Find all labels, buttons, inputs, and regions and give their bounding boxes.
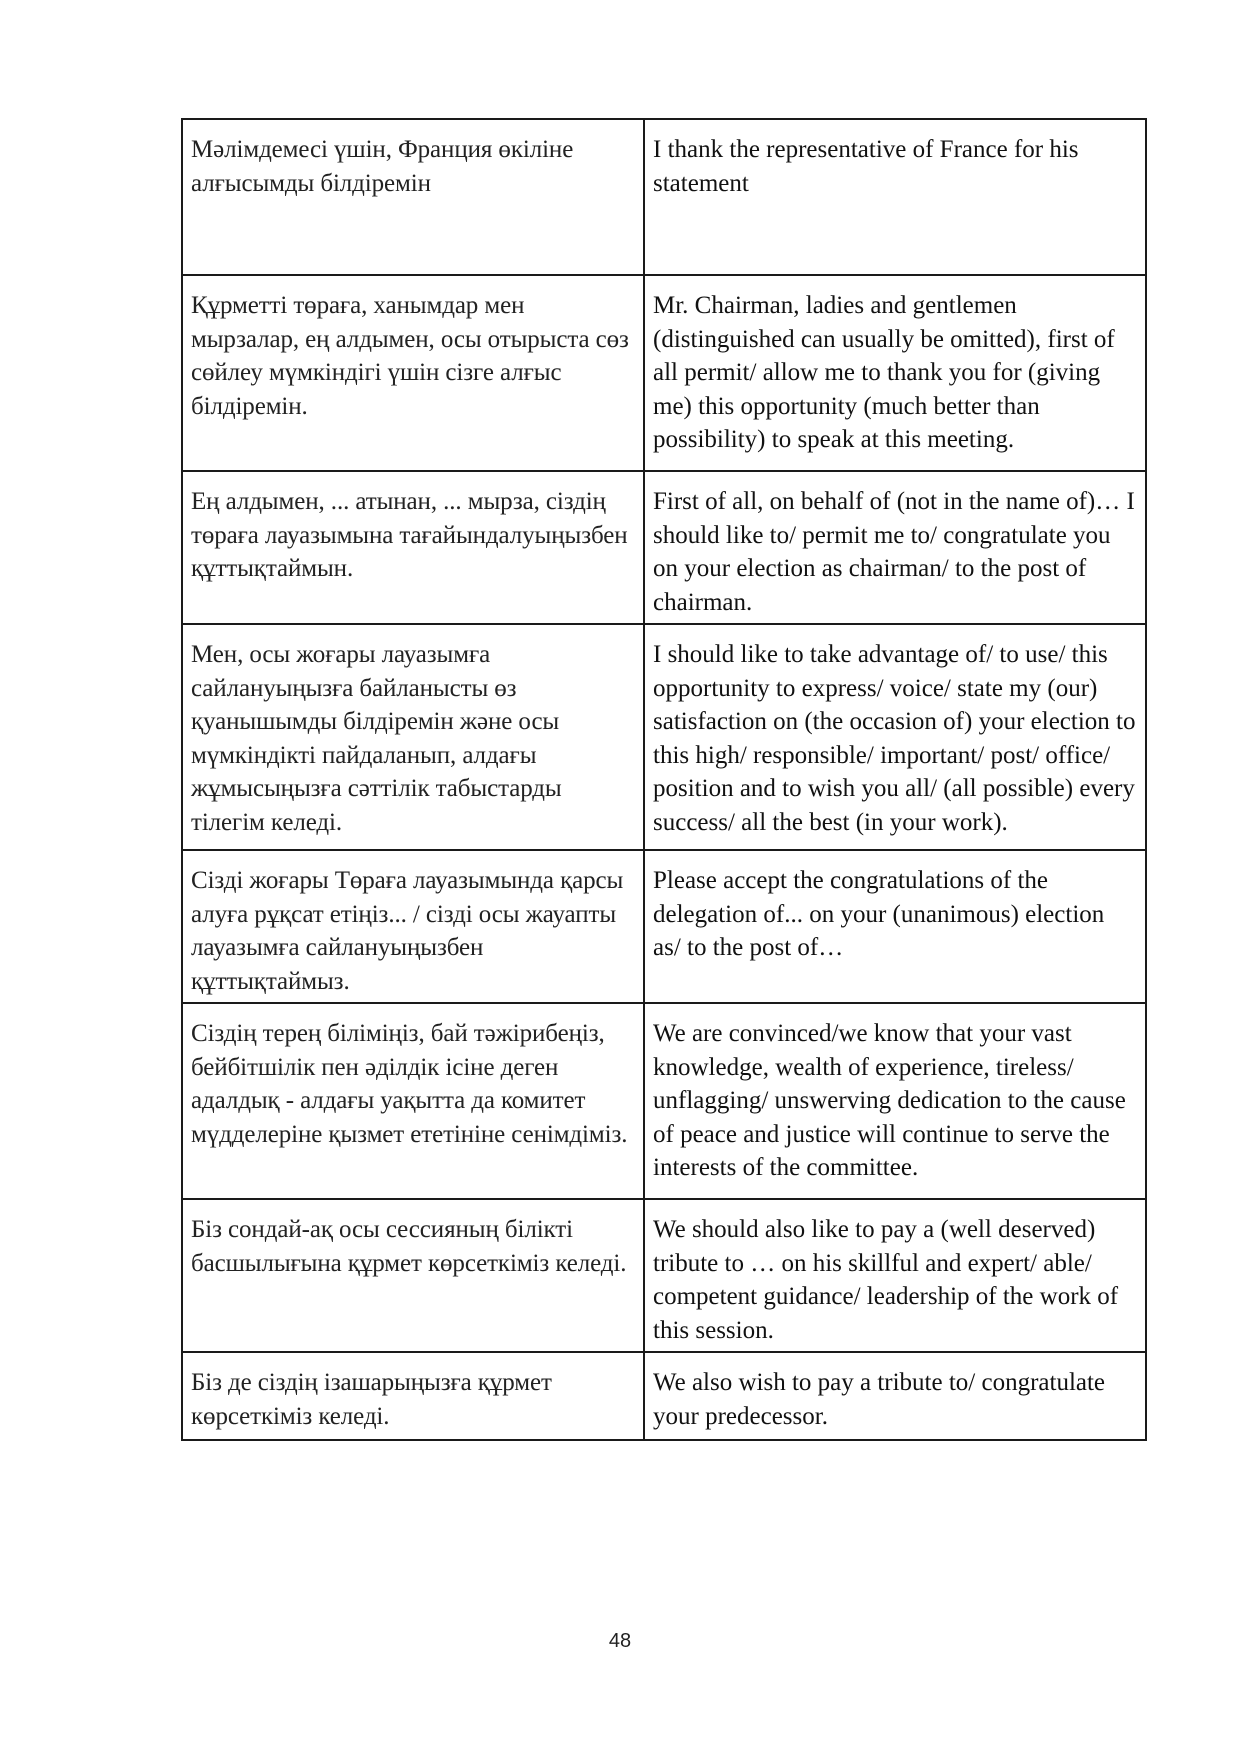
english-phrase-cell: We are convinced/we know that your vast knowledge, wealth of experience, tireless/ unflagging/ unswerving dedication to the cause of peace and justice will continue to serve the interests of the committee. <box>644 1003 1146 1199</box>
table-row <box>182 119 1146 275</box>
table-row <box>182 850 1146 1003</box>
kazakh-phrase-cell: Мен, осы жоғары лауазымға сайлануыңызға байланысты өз қуанышымды білдіремін және осы мүмкіндікті пайдаланып, алдағы жұмысыңызға сәттілік табыстарды тілегім келеді. <box>182 624 644 850</box>
english-phrase-cell: We should also like to pay a (well deserved) tribute to … on his skillful and expert/ able/ competent guidance/ leadership of the work of this session. <box>644 1199 1146 1352</box>
kazakh-phrase-cell: Сізді жоғары Төраға лауазымында қарсы алуға рұқсат етіңіз... / сізді осы жауапты лауазымға сайлануыңызбен құттықтаймыз. <box>182 850 644 1003</box>
english-phrase-cell: I should like to take advantage of/ to use/ this opportunity to express/ voice/ state my (our) satisfaction on (the occasion of) your election to this high/ responsible/ important/ post/ office/ position and to wish you all/ (all possible) every success/ all the best (in your work). <box>644 624 1146 850</box>
english-phrase-cell: First of all, on behalf of (not in the name of)… I should like to/ permit me to/ congratulate you on your election as chairman/ to the post of chairman. <box>644 471 1146 624</box>
table-row <box>182 1352 1146 1440</box>
english-phrase-cell: Mr. Chairman, ladies and gentlemen (distinguished can usually be omitted), first of all permit/ allow me to thank you for (giving me) this opportunity (much better than possibility) to speak at this meeting. <box>644 275 1146 471</box>
table-row <box>182 624 1146 850</box>
table-row <box>182 1199 1146 1352</box>
page-number: 48 <box>608 1630 632 1652</box>
kazakh-phrase-cell: Сіздің терең біліміңіз, бай тәжірибеңіз, бейбітшілік пен әділдік ісіне деген адалдық - алдағы уақытта да комитет мүдделеріне қызмет ететініне сенімдіміз. <box>182 1003 644 1199</box>
kazakh-phrase-cell: Біз де сіздің ізашарыңызға құрмет көрсеткіміз келеді. <box>182 1352 644 1440</box>
table-row <box>182 1003 1146 1199</box>
kazakh-phrase-cell: Ең алдымен, ... атынан, ... мырза, сіздің төраға лауазымына тағайындалуыңызбен құттықтаймын. <box>182 471 644 624</box>
english-phrase-cell: We also wish to pay a tribute to/ congratulate your predecessor. <box>644 1352 1146 1440</box>
english-phrase-cell: I thank the representative of France for his statement <box>644 119 1146 275</box>
table-row <box>182 275 1146 471</box>
kazakh-phrase-cell: Біз сондай-ақ осы сессияның білікті басшылығына құрмет көрсеткіміз келеді. <box>182 1199 644 1352</box>
table-row <box>182 471 1146 624</box>
english-phrase-cell: Please accept the congratulations of the delegation of... on your (unanimous) election as/ to the post of… <box>644 850 1146 1003</box>
kazakh-phrase-cell: Құрметті төраға, ханымдар мен мырзалар, ең алдымен, осы отырыста сөз сөйлеу мүмкіндігі үшін сізге алғыс білдіремін. <box>182 275 644 471</box>
kazakh-phrase-cell: Мәлімдемесі үшін, Франция өкіліне алғысымды білдіремін <box>182 119 644 275</box>
phrase-translation-table <box>181 118 1147 1441</box>
